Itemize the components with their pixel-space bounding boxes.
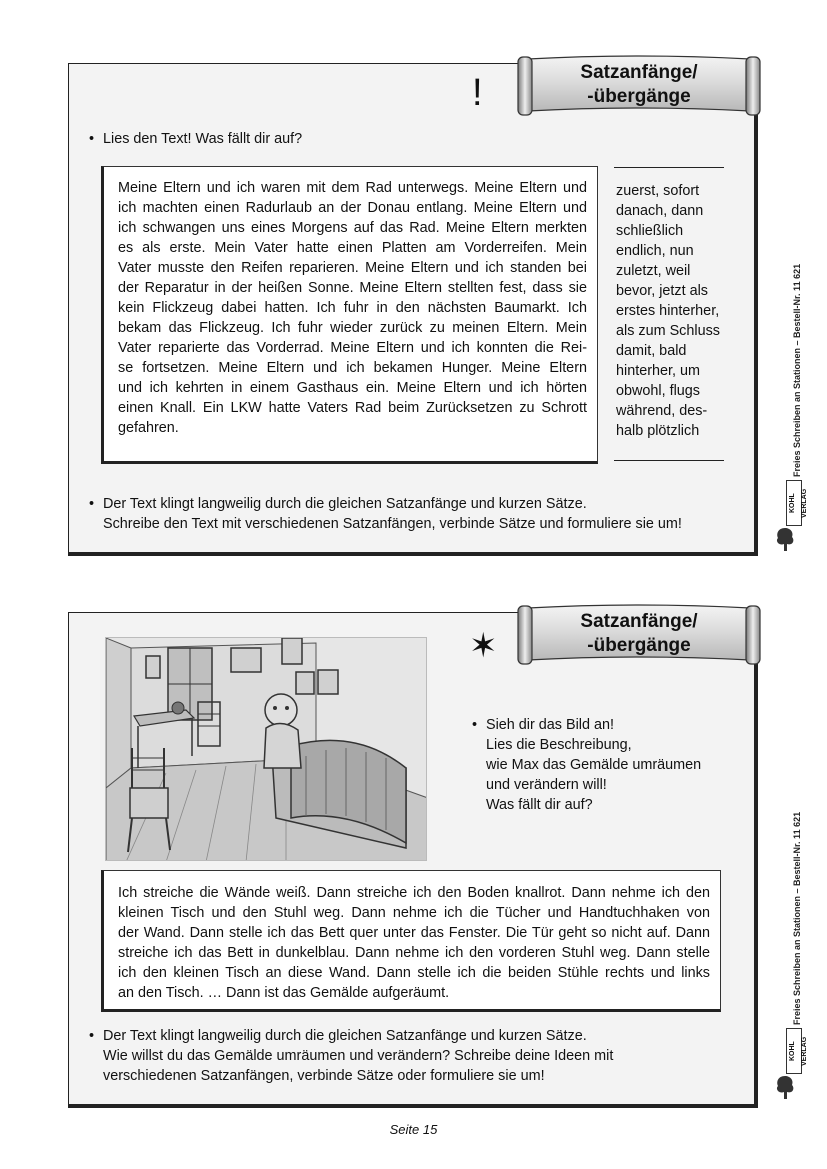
example-text-box bbox=[101, 870, 721, 1012]
text-line: Vater reparierte das Vorderrad. Meine Eltern und ich konnten die Rei- bbox=[118, 340, 587, 356]
example-text bbox=[118, 883, 710, 1003]
example-text bbox=[118, 178, 587, 438]
text-line: danach, dann bbox=[616, 203, 704, 219]
text-line: der Wand. Dann stelle ich das Bett quer unter das Fenster. Die Tür geht so nicht auf. Dann bbox=[118, 925, 710, 941]
text-line: wie Max das Gemälde umräumen bbox=[486, 757, 702, 773]
example-text-box bbox=[101, 166, 598, 464]
instruction bbox=[472, 715, 702, 815]
side-label-top bbox=[772, 102, 818, 542]
text-line: und verändern will! bbox=[486, 777, 607, 793]
text-line: Ich streiche die Wände weiß. Dann streiche ich den Boden knallrot. Dann nehme ich den bbox=[118, 885, 710, 901]
divider bbox=[614, 167, 724, 168]
task-line-2: Wie willst du das Gemälde umräumen und verändern? Schreibe deine Ideen mit bbox=[103, 1048, 614, 1064]
divider bbox=[614, 460, 724, 461]
order-number-text: Freies Schreiben an Stationen – Bestell-Nr. 11 621 bbox=[792, 811, 802, 1025]
painting-bedroom-image bbox=[105, 637, 427, 861]
exclamation-icon: ! bbox=[472, 72, 483, 114]
text-line: Lies die Beschreibung, bbox=[486, 737, 632, 753]
text-line: zuletzt, weil bbox=[616, 263, 691, 279]
text-line: ich machten einen Radurlaub an der Donau entlang. Meine Eltern und bbox=[118, 200, 587, 216]
text-line: kein Flickzeug dabei hatten. Ich fuhr in den nächsten Baumarkt. Ich bbox=[118, 300, 587, 316]
text-line: an den Tisch. … Dann ist das Gemälde aufgeräumt. bbox=[118, 985, 450, 1001]
task-line-1: Der Text klingt langweilig durch die gleichen Satzanfänge und kurzen Sätze. bbox=[103, 1028, 587, 1044]
text-line: Was fällt dir auf? bbox=[486, 797, 593, 813]
bullet-icon: • bbox=[89, 131, 95, 147]
text-line: ich schwangen uns eines Morgens auf das Rad. Meine Eltern merkten bbox=[118, 220, 587, 236]
task-card-2 bbox=[68, 612, 758, 1108]
text-line: se fortsetzen. Meine Eltern und ich bekamen Hunger. Meine Eltern bbox=[118, 360, 587, 376]
instruction-text bbox=[486, 715, 701, 815]
publisher-logo: KOHL VERLAG bbox=[786, 1028, 802, 1074]
text-line: obwohl, flugs bbox=[616, 383, 700, 399]
tree-logo-icon bbox=[774, 526, 796, 552]
text-line: während, des- bbox=[616, 403, 708, 419]
text-line: halb plötzlich bbox=[616, 423, 700, 439]
title-line-1: Satzanfänge/ bbox=[580, 611, 698, 632]
bedroom-illustration-icon bbox=[106, 638, 427, 861]
title-scroll bbox=[514, 55, 764, 117]
task-description bbox=[89, 494, 682, 534]
text-line: kleinen Tisch und den Stuhl weg. Dann nehme ich die Tücher und Handtuchhaken von bbox=[118, 905, 710, 921]
task-description bbox=[89, 1026, 614, 1086]
text-line: damit, bald bbox=[616, 343, 687, 359]
task-line-1: Der Text klingt langweilig durch die gleichen Satzanfänge und kurzen Sätze. bbox=[103, 496, 587, 512]
text-line: bevor, jetzt als bbox=[616, 283, 708, 299]
text-line: streiche ich das Bett in dunkelblau. Dann nehme ich den vorderen Stuhl weg. Dann stelle bbox=[118, 945, 710, 961]
text-line: es als erste. Mein Vater hatte einen Platten am Vorderreifen. Mein bbox=[118, 240, 587, 256]
text-line: Meine Eltern und ich waren mit dem Rad unterwegs. Meine Eltern und bbox=[118, 180, 587, 196]
text-line: zuerst, sofort bbox=[616, 183, 700, 199]
text-line: endlich, nun bbox=[616, 243, 694, 259]
text-line: ich den kleinen Tisch an diese Wand. Dann stelle ich die beiden Stühle rechts und links bbox=[118, 965, 710, 981]
page-number: Seite 15 bbox=[389, 1122, 438, 1137]
text-line: und ich kehrten in einem Gasthaus ein. Meine Eltern und ich hörten bbox=[118, 380, 587, 396]
tree-logo-icon bbox=[774, 1074, 796, 1100]
word-list bbox=[616, 181, 720, 441]
card-title bbox=[554, 610, 724, 658]
bullet-icon: • bbox=[472, 717, 478, 733]
instruction-text: Lies den Text! Was fällt dir auf? bbox=[103, 131, 303, 147]
title-line-2: -übergänge bbox=[587, 635, 691, 656]
text-line: einen Knall. Ein LKW hatte Vaters Rad beim Zurücksetzen zu Schrott bbox=[118, 400, 587, 416]
star-icon: ✶ bbox=[469, 627, 498, 665]
bullet-icon: • bbox=[89, 1028, 95, 1044]
side-label-bottom bbox=[772, 650, 818, 1090]
text-line: schließlich bbox=[616, 223, 684, 239]
text-line: als zum Schluss bbox=[616, 323, 720, 339]
text-line: erstes hinterher, bbox=[616, 303, 720, 319]
title-line-2: -übergänge bbox=[587, 86, 691, 107]
card-title bbox=[554, 61, 724, 109]
text-line: Vater musste den Reifen reparieren. Meine Eltern und ich standen bei bbox=[118, 260, 587, 276]
publisher-logo: KOHL VERLAG bbox=[786, 480, 802, 526]
bullet-icon: • bbox=[89, 496, 95, 512]
text-line: der Reparatur in der heißen Sonne. Meine Eltern stellten fest, dass sie bbox=[118, 280, 587, 296]
task-line-3: verschiedenen Satzanfängen, verbinde Sätze oder formuliere sie um! bbox=[103, 1068, 545, 1084]
text-line: Sieh dir das Bild an! bbox=[486, 717, 614, 733]
text-line: hinterher, um bbox=[616, 363, 700, 379]
instruction bbox=[89, 129, 303, 149]
text-line: gefahren. bbox=[118, 420, 179, 436]
task-card-1 bbox=[68, 63, 758, 556]
title-line-1: Satzanfänge/ bbox=[580, 62, 698, 83]
text-line: bekam das Flickzeug. Ich fuhr wieder zurück zu meinen Eltern. Mein bbox=[118, 320, 587, 336]
title-scroll bbox=[514, 604, 764, 666]
task-line-2: Schreibe den Text mit verschiedenen Satzanfängen, verbinde Sätze und formuliere sie um! bbox=[103, 516, 682, 532]
order-number-text: Freies Schreiben an Stationen – Bestell-Nr. 11 621 bbox=[792, 263, 802, 477]
